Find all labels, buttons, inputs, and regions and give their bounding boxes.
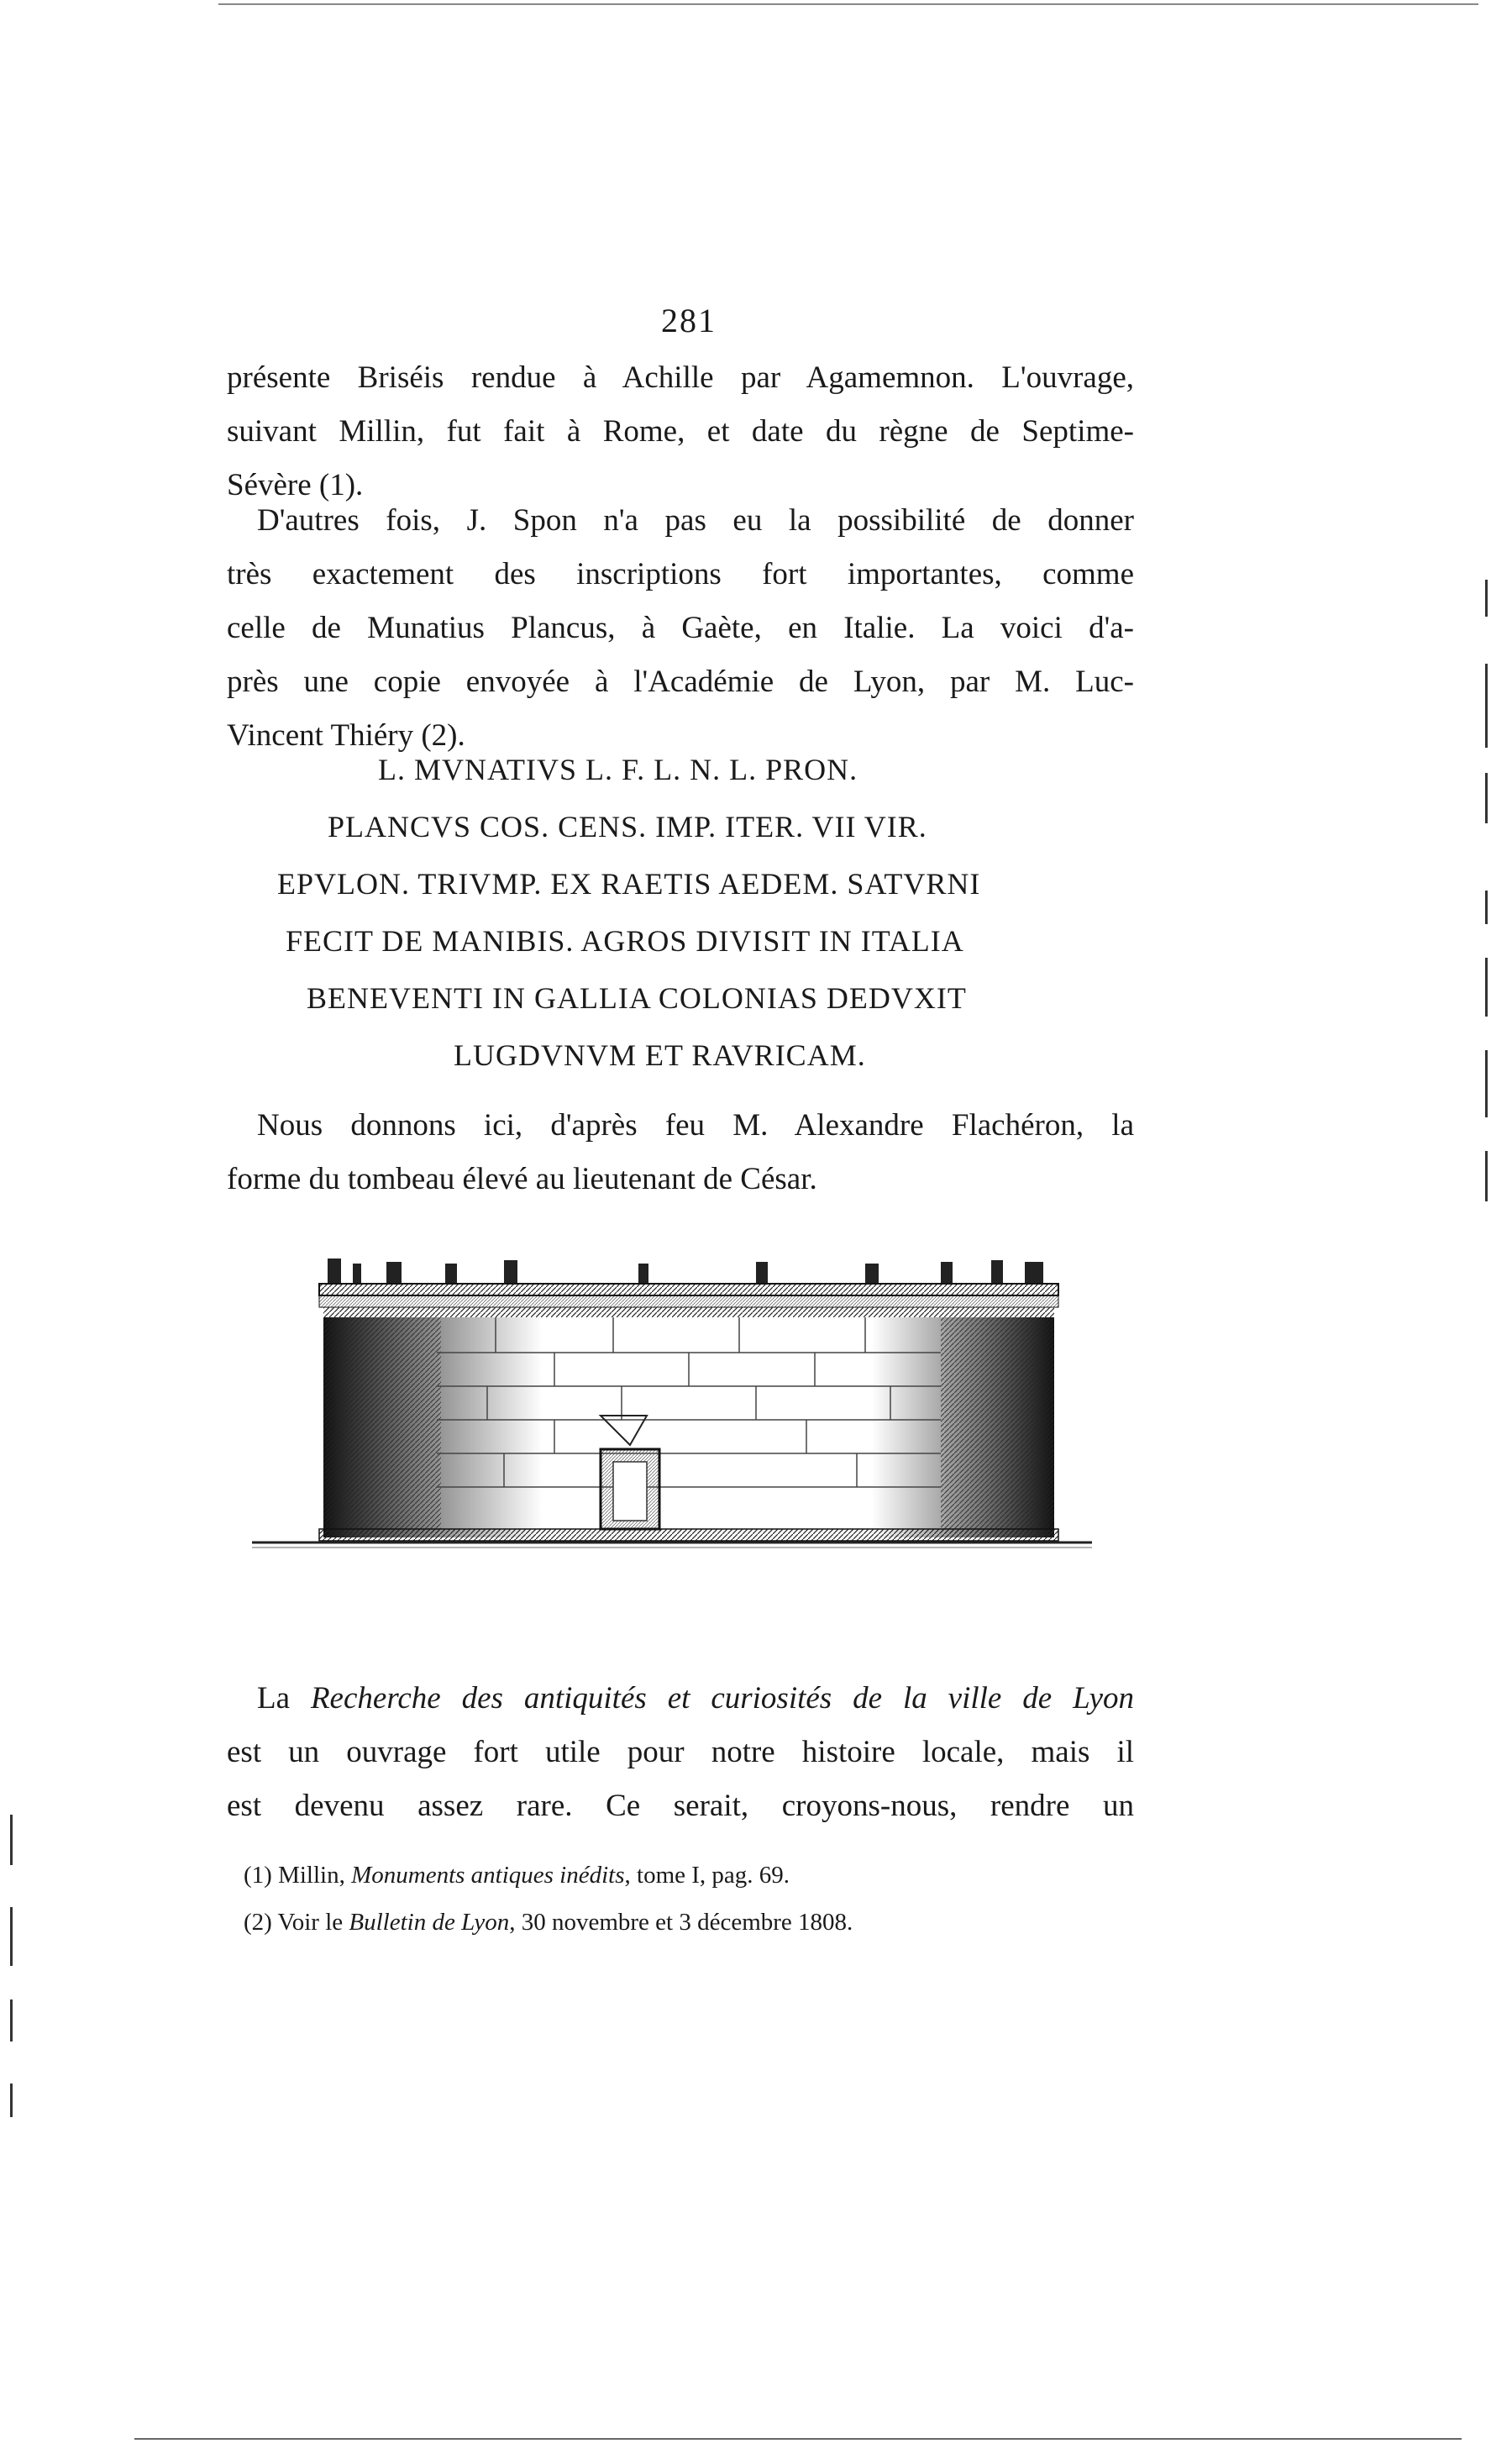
scan-edge-top — [218, 3, 1478, 5]
inscription-line: LUGDVNVM ET RAVRICAM. — [454, 1038, 866, 1072]
text-line: forme du tombeau élevé au lieutenant de César. — [227, 1162, 817, 1196]
text-run: (1) Millin, — [244, 1862, 352, 1889]
paragraph-4 — [227, 1672, 1134, 1833]
inscription-line: EPVLON. TRIVMP. EX RAETIS AEDEM. SATVRNI — [277, 867, 981, 901]
text-line: Vincent Thiéry (2). — [227, 718, 465, 753]
text-line: D'autres fois, J. Spon n'a pas eu la possibilité de donner — [257, 503, 1134, 538]
scan-artifact — [10, 2084, 13, 2117]
text-line: est devenu assez rare. Ce serait, croyons-nous, rendre un — [227, 1789, 1134, 1823]
text-line: Sévère (1). — [227, 468, 364, 502]
inscription-line: L. MVNATIVS L. F. L. N. L. PRON. — [378, 753, 858, 786]
footnotes — [244, 1852, 1067, 1946]
scan-artifact — [1485, 891, 1488, 924]
tomb-engraving-figure — [218, 1252, 1109, 1571]
text-line: Nous donnons ici, d'après feu M. Alexandre Flachéron, la — [257, 1108, 1134, 1143]
text-run: La — [257, 1681, 311, 1716]
page-number: 281 — [661, 302, 717, 339]
text-line: celle de Munatius Plancus, à Gaète, en Italie. La voici d'a- — [227, 611, 1134, 645]
scan-artifact — [10, 1999, 13, 2041]
cited-title: Bulletin de Lyon — [349, 1909, 510, 1936]
inscription-line: FECIT DE MANIBIS. AGROS DIVISIT IN ITALIA — [286, 924, 964, 958]
paragraph-2 — [227, 494, 1134, 763]
text-line: près une copie envoyée à l'Académie de Lyon, par M. Luc- — [227, 665, 1134, 699]
text-run: , tome I, pag. 69. — [624, 1862, 790, 1889]
text-run: , 30 novembre et 3 décembre 1808. — [509, 1909, 853, 1936]
inscription-line: BENEVENTI IN GALLIA COLONIAS DEDVXIT — [307, 981, 967, 1015]
tomb-engraving-icon — [218, 1252, 1109, 1571]
text-line: très exactement des inscriptions fort importantes, comme — [227, 557, 1134, 591]
text-line: est un ouvrage fort utile pour notre histoire locale, mais il — [227, 1735, 1134, 1769]
scan-artifact — [1485, 1151, 1488, 1201]
paragraph-3 — [227, 1099, 1134, 1206]
text-line: présente Briséis rendue à Achille par Agamemnon. L'ouvrage, — [227, 360, 1134, 395]
scan-artifact — [1485, 664, 1488, 748]
cited-title: Monuments antiques inédits — [351, 1862, 625, 1889]
paragraph-1 — [227, 351, 1134, 512]
book-title: Recherche des antiquités et curiosités de la ville de Lyon — [310, 1681, 1134, 1716]
scan-edge-bottom — [134, 2438, 1462, 2440]
scan-artifact — [1485, 1050, 1488, 1117]
scan-artifact — [1485, 580, 1488, 617]
scan-artifact — [10, 1907, 13, 1966]
footnote-2 — [244, 1899, 1067, 1946]
text-line: suivant Millin, fut fait à Rome, et date du règne de Septime- — [227, 414, 1134, 449]
scan-artifact — [1485, 773, 1488, 823]
scan-artifact — [1485, 958, 1488, 1017]
latin-inscription — [227, 741, 1134, 1084]
text-run: (2) Voir le — [244, 1909, 349, 1936]
inscription-line: PLANCVS COS. CENS. IMP. ITER. VII VIR. — [328, 810, 927, 843]
scan-artifact — [10, 1815, 13, 1865]
text-line — [227, 1672, 1134, 1726]
footnote-1 — [244, 1852, 1067, 1899]
